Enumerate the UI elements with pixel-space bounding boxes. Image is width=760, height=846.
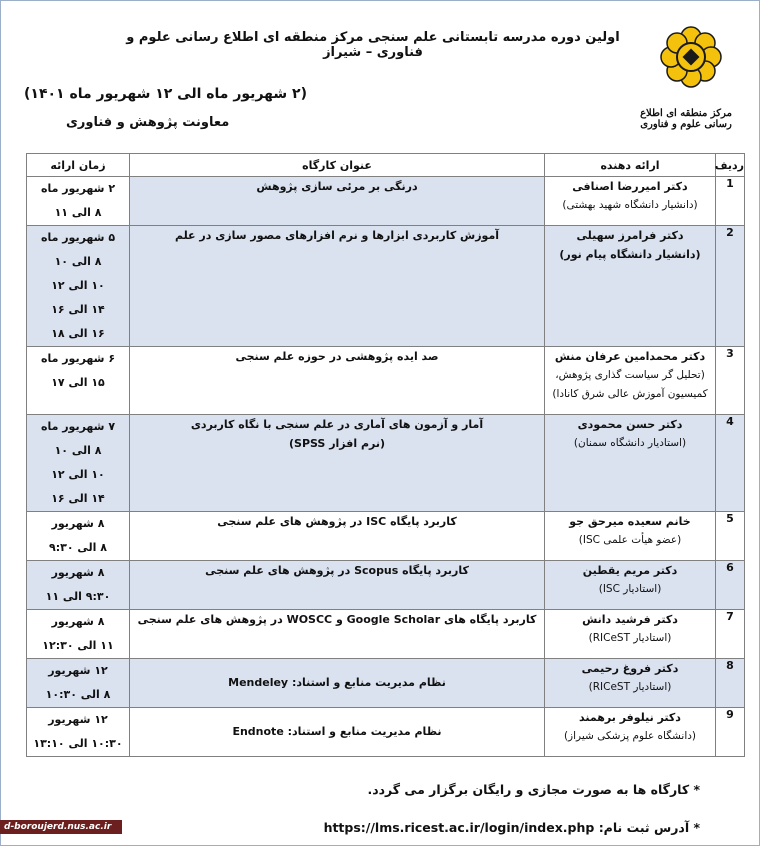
presenter-affiliation: (دانشگاه علوم پزشکی شیراز) xyxy=(563,730,697,742)
ricest-logo xyxy=(634,22,746,134)
workshop-title-cell xyxy=(130,415,545,512)
workshop-title: درنگی بر مرئی سازی پژوهش xyxy=(256,180,418,193)
workshop-title-cell xyxy=(130,659,545,708)
header-title: عنوان کارگاه xyxy=(130,154,545,177)
time-line: ۸ شهریور xyxy=(51,566,105,579)
table-row xyxy=(27,512,745,561)
workshop-title: صد ایده پژوهشی در حوزه علم سنجی xyxy=(235,350,439,363)
time-line: ۱۰ الی ۱۲ xyxy=(51,279,105,292)
workshop-title-cell xyxy=(130,347,545,415)
row-number: 5 xyxy=(716,512,745,561)
workshop-title: کاربرد پایگاه Scopus در پژوهش های علم سنجی xyxy=(205,564,469,577)
presenter-affiliation: (دانشیار دانشگاه شهید بهشتی) xyxy=(562,199,698,211)
time-line: ۸ شهریور xyxy=(51,517,105,530)
header-no: ردیف xyxy=(716,154,745,177)
workshop-title: کاربرد پایگاه های Google Scholar و WOSCC در پژوهش های علم سنجی xyxy=(137,613,537,626)
presenter-name: خانم سعیده میرحق جو xyxy=(569,515,691,528)
time-line: ۸ شهریور xyxy=(51,615,105,628)
presenter-affiliation: (استادیار ISC) xyxy=(598,583,662,595)
header-time: زمان ارائه xyxy=(27,154,130,177)
workshop-title: نظام مدیریت منابع و استناد: Mendeley xyxy=(228,676,446,689)
time-line: ۲ شهریور ماه xyxy=(40,182,116,195)
time-cell xyxy=(27,177,130,226)
presenter-affiliation: (دانشیار دانشگاه پیام نور) xyxy=(559,248,701,261)
logo-caption: مرکز منطقه ای اطلاع رسانی علوم و فناوری xyxy=(640,108,732,130)
workshop-title: کاربرد پایگاه ISC در پژوهش های علم سنجی xyxy=(217,515,457,528)
workshop-title: آمار و آزمون های آماری در علم سنجی با نگاه کاربردی xyxy=(190,418,484,431)
presenter-cell xyxy=(545,226,716,347)
time-cell xyxy=(27,347,130,415)
time-line: ۱۱ الی ۱۲:۳۰ xyxy=(42,639,114,652)
table-row xyxy=(27,561,745,610)
free-note: * کارگاه ها به صورت مجازی و رایگان برگزار می گردد. xyxy=(367,782,700,797)
workshop-title-cell xyxy=(130,708,545,757)
time-cell xyxy=(27,561,130,610)
source-watermark: d-boroujerd.nus.ac.ir xyxy=(0,820,122,834)
time-cell xyxy=(27,610,130,659)
workshop-title-cell xyxy=(130,226,545,347)
presenter-affiliation: (عضو هیأت علمی ISC) xyxy=(578,534,682,546)
row-number: 2 xyxy=(716,226,745,347)
workshop-title: (نرم افزار SPSS) xyxy=(288,437,385,450)
workshop-title-cell xyxy=(130,512,545,561)
header-presenter: ارائه دهنده xyxy=(545,154,716,177)
presenter-affiliation: (استادیار RICeST) xyxy=(588,681,672,693)
table-row xyxy=(27,610,745,659)
presenter-name: دکتر فرامرز سهیلی xyxy=(576,229,684,242)
presenter-cell xyxy=(545,177,716,226)
row-number: 9 xyxy=(716,708,745,757)
presenter-name: دکتر نیلوفر برهمند xyxy=(579,711,681,724)
row-number: 1 xyxy=(716,177,745,226)
presenter-cell xyxy=(545,512,716,561)
time-line: ۱۴ الی ۱۶ xyxy=(51,492,105,505)
presenter-name: دکتر محمدامین عرفان منش xyxy=(554,350,706,363)
register-link[interactable]: https://lms.ricest.ac.ir/login/index.php xyxy=(323,820,595,835)
time-line: ۸ الی ۹:۳۰ xyxy=(49,541,107,554)
workshop-title-cell xyxy=(130,610,545,659)
presenter-cell xyxy=(545,659,716,708)
time-line: ۶ شهریور ماه xyxy=(40,352,116,365)
presenter-affiliation: (استادیار دانشگاه سمنان) xyxy=(573,437,687,449)
time-cell xyxy=(27,415,130,512)
presenter-cell xyxy=(545,610,716,659)
presenter-affiliation: (تحلیل گر سیاست گذاری پژوهش، xyxy=(555,369,705,381)
department-label: معاونت پژوهش و فناوری xyxy=(66,115,230,130)
presenter-cell xyxy=(545,415,716,512)
table-row xyxy=(27,347,745,415)
time-line: ۸ الی ۱۰ xyxy=(54,255,102,268)
row-number: 3 xyxy=(716,347,745,415)
table-header-row xyxy=(27,154,745,177)
time-line: ۱۲ شهریور xyxy=(48,664,108,677)
time-line: ۱۵ الی ۱۷ xyxy=(51,376,105,389)
presenter-name: دکتر امیررضا اصنافی xyxy=(572,180,688,193)
time-line: ۱۲ شهریور xyxy=(48,713,108,726)
presenter-cell xyxy=(545,347,716,415)
time-line: ۱۶ الی ۱۸ xyxy=(51,327,105,340)
presenter-affiliation: کمیسیون آموزش عالی شرق کانادا) xyxy=(552,388,708,400)
time-cell xyxy=(27,512,130,561)
row-number: 8 xyxy=(716,659,745,708)
presenter-cell xyxy=(545,708,716,757)
table-row xyxy=(27,659,745,708)
presenter-affiliation: (استادیار RICeST) xyxy=(588,632,672,644)
workshop-title: نظام مدیریت منابع و استناد: Endnote xyxy=(232,725,442,738)
page-title: اولین دوره مدرسه تابستانی علم سنجی مرکز منطقه ای اطلاع رسانی علوم و فناوری – شیراز xyxy=(126,30,620,60)
time-cell xyxy=(27,226,130,347)
time-line: ۱۴ الی ۱۶ xyxy=(51,303,105,316)
time-line: ۸ الی ۱۱ xyxy=(54,206,102,219)
register-label: * آدرس ثبت نام: xyxy=(598,820,700,835)
presenter-name: دکتر حسن محمودی xyxy=(577,418,683,431)
date-range: (۲ شهریور ماه الی ۱۲ شهریور ماه ۱۴۰۱) xyxy=(24,86,307,102)
logo-star-icon xyxy=(656,22,726,92)
table-row xyxy=(27,708,745,757)
workshop-title-cell xyxy=(130,561,545,610)
time-line: ۸ الی ۱۰ xyxy=(54,444,102,457)
time-cell xyxy=(27,659,130,708)
workshop-title: آموزش کاربردی ابزارها و نرم افزارهای مصور سازی در علم xyxy=(174,229,500,242)
presenter-name: دکتر فرشید دانش xyxy=(582,613,678,626)
row-number: 6 xyxy=(716,561,745,610)
presenter-name: دکتر مریم یقطین xyxy=(582,564,678,577)
row-number: 4 xyxy=(716,415,745,512)
presenter-cell xyxy=(545,561,716,610)
row-number: 7 xyxy=(716,610,745,659)
table-row xyxy=(27,415,745,512)
workshop-table xyxy=(26,153,745,757)
table-row xyxy=(27,226,745,347)
time-line: ۸ الی ۱۰:۳۰ xyxy=(45,688,111,701)
register-note xyxy=(324,820,700,835)
time-line: ۹:۳۰ الی ۱۱ xyxy=(45,590,111,603)
time-line: ۷ شهریور ماه xyxy=(40,420,116,433)
time-line: ۱۰ الی ۱۲ xyxy=(51,468,105,481)
time-cell xyxy=(27,708,130,757)
presenter-name: دکتر فروغ رحیمی xyxy=(581,662,679,675)
workshop-title-cell xyxy=(130,177,545,226)
time-line: ۱۰:۳۰ الی ۱۳:۱۰ xyxy=(33,737,123,750)
table-row xyxy=(27,177,745,226)
time-line: ۵ شهریور ماه xyxy=(40,231,116,244)
